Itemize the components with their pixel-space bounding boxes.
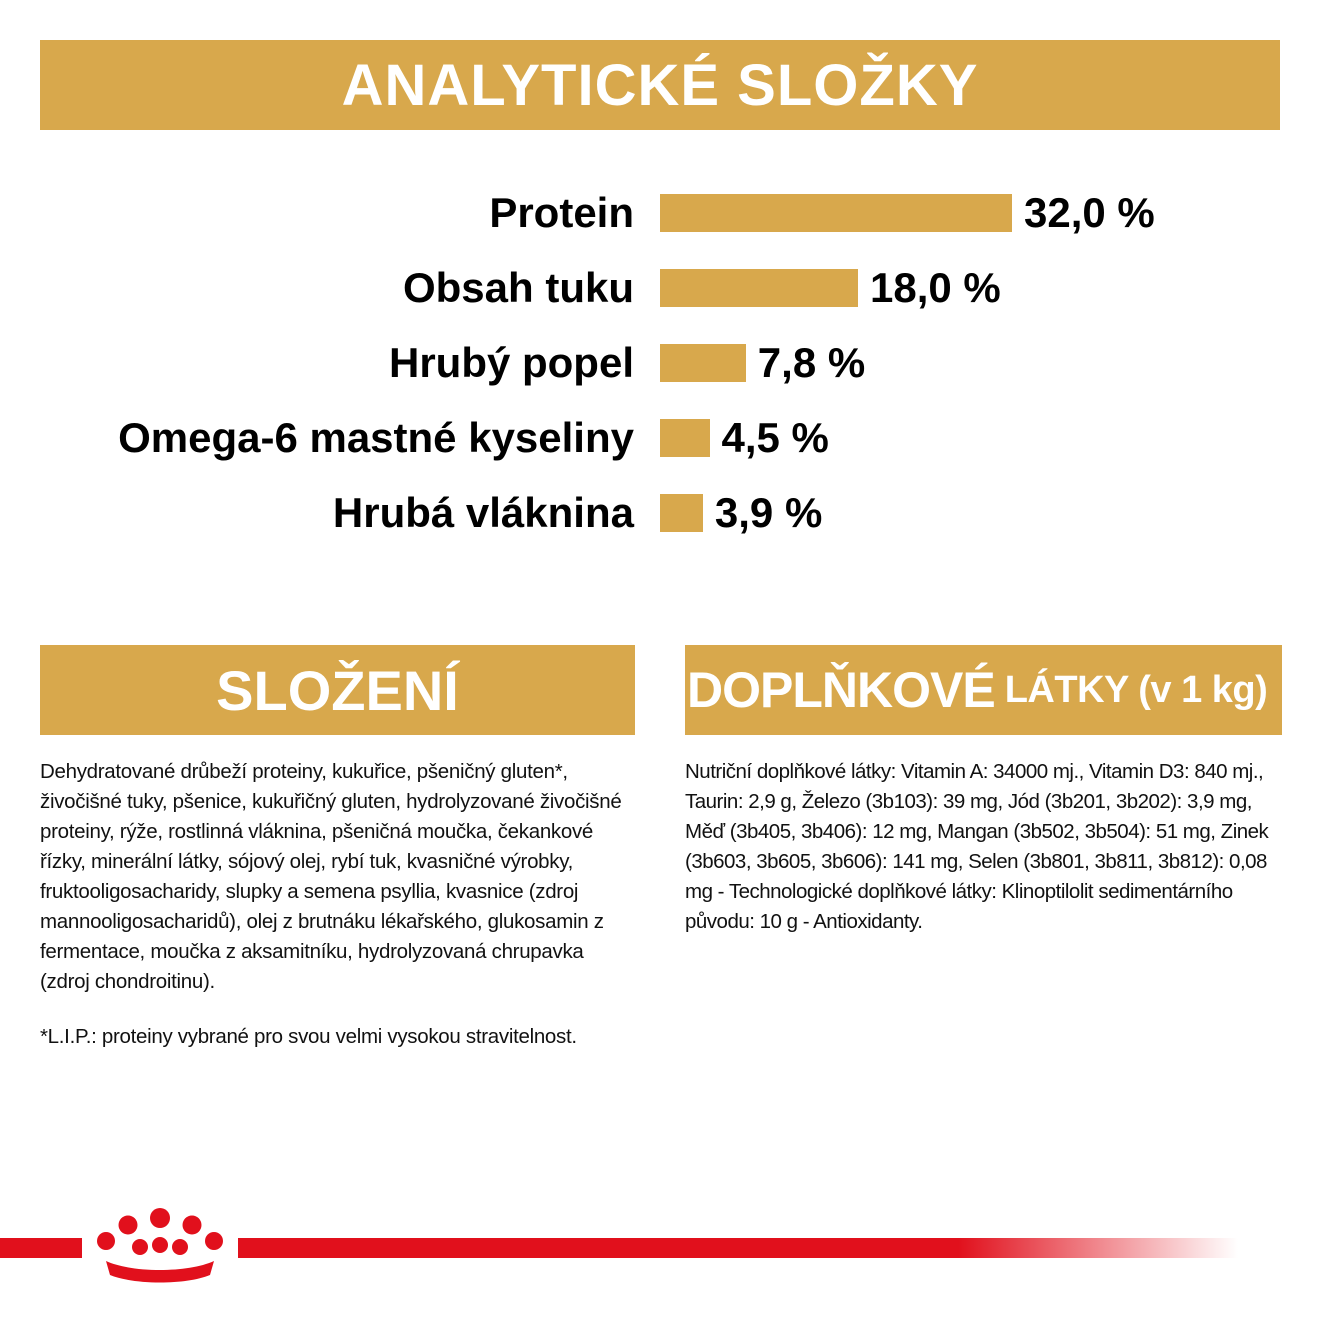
chart-bar bbox=[660, 269, 858, 307]
chart-category-label: Protein bbox=[489, 189, 634, 236]
chart-value-label: 4,5 % bbox=[721, 414, 829, 461]
chart-bar bbox=[660, 194, 1012, 232]
analytic-bar-chart bbox=[0, 170, 1320, 570]
chart-value-label: 18,0 % bbox=[870, 264, 1001, 311]
additives-heading-banner bbox=[685, 645, 1282, 735]
analytic-heading-banner bbox=[40, 40, 1280, 130]
chart-bar bbox=[660, 419, 710, 457]
footer-red-line-left bbox=[0, 1238, 82, 1258]
chart-category-label: Obsah tuku bbox=[402, 264, 634, 311]
additives-heading-main: DOPLŇKOVÉ bbox=[687, 662, 995, 718]
chart-value-label: 32,0 % bbox=[1024, 189, 1155, 236]
chart-value-label: 7,8 % bbox=[757, 339, 866, 386]
composition-heading: SLOŽENÍ bbox=[216, 658, 459, 722]
chart-category-label: Omega-6 mastné kyseliny bbox=[118, 414, 634, 461]
chart-bar bbox=[660, 344, 746, 382]
composition-note: *L.I.P.: proteiny vybrané pro svou velmi vysokou stravitelnost. bbox=[40, 1025, 577, 1048]
chart-category-label: Hrubá vláknina bbox=[332, 489, 634, 536]
additives-heading-sub: LÁTKY (v 1 kg) bbox=[1004, 668, 1268, 711]
composition-text: Dehydratované drůbeží proteiny, kukuřice, pšeničný gluten*, živočišné tuky, pšenice, kukuřičný gluten, hydrolyzované živočišné proteiny, rýže, rostlinná vláknina, pšeničná moučka, čekankové řízky, minerální látky, sójový olej, rybí tuk, kvasničné výrobky, fruktooligosacharidy, slupky a semena psyllia, kvasnice (zdroj mannooligosacharidů), olej z brutnáku lékařského, glukosamin z fermentace, moučka z aksamitníku, hydrolyzovaná chrupavka (zdroj chondroitinu). bbox=[40, 760, 622, 993]
chart-value-label: 3,9 % bbox=[714, 489, 823, 536]
royal-canin-crown-icon bbox=[92, 1205, 228, 1285]
additives-text: Nutriční doplňkové látky: Vitamin A: 34000 mj., Vitamin D3: 840 mj., Taurin: 2,9 g, Železo (3b103): 39 mg, Jód (3b201, 3b202): 3,9 mg, Měď (3b405, 3b406): 12 mg, Mangan (3b502, 3b504): 51 mg, Zinek (3b603, 3b605, 3b606): 141 mg, Selen (3b801, 3b811, 3b812): 0,08 mg - Technologické doplňkové látky: Klinoptilolit sedimentárního původu: 10 g - Antioxidanty. bbox=[685, 760, 1269, 933]
chart-category-label: Hrubý popel bbox=[388, 339, 634, 386]
footer-red-line-right bbox=[238, 1238, 1238, 1258]
chart-bar bbox=[660, 494, 703, 532]
composition-heading-banner bbox=[40, 645, 635, 735]
analytic-heading: ANALYTICKÉ SLOŽKY bbox=[341, 52, 979, 118]
